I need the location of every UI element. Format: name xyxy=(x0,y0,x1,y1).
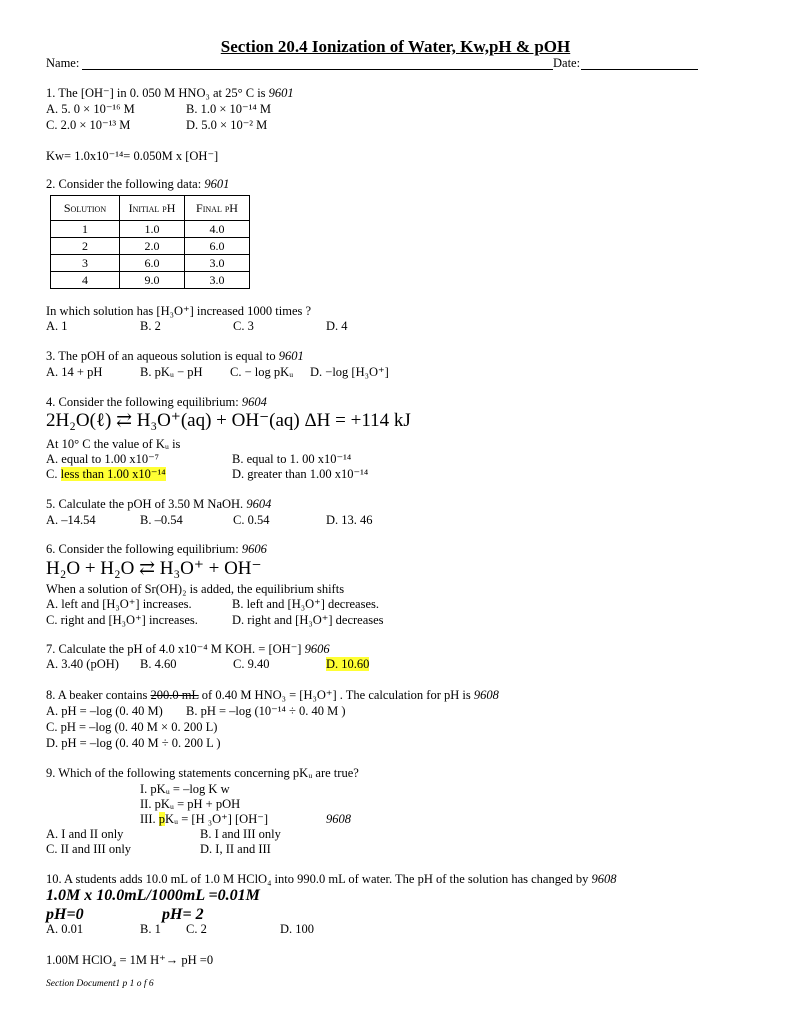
q7-stem-text: 7. Calculate the pH of 4.0 x10⁻⁴ M KOH. = [OH⁻] xyxy=(46,642,302,656)
q4-stem-text: 4. Consider the following equilibrium: xyxy=(46,395,239,409)
q1-stem xyxy=(46,86,294,101)
table-cell: 1.0 xyxy=(120,221,185,238)
q9-code: 9608 xyxy=(326,812,351,826)
q10-note: 1.00M HClO₄ = 1M H⁺→ pH =0 xyxy=(46,953,214,967)
q10-option-c: C. 2 xyxy=(186,922,207,936)
table-cell: 3.0 xyxy=(185,255,250,272)
q8-stem-strike: 200.0 mL xyxy=(150,688,199,702)
table-cell: 4 xyxy=(51,272,120,289)
table-header-cell: Solution xyxy=(51,196,120,221)
q5-stem xyxy=(46,497,271,512)
q6-equation: H₂O + H₂O ⇄ H₃O⁺ + OH⁻ xyxy=(46,558,262,579)
q6-option-b: B. left and [H₃O⁺] decreases. xyxy=(232,597,380,611)
q4-option-c-prefix: C. xyxy=(46,467,61,481)
q8-stem xyxy=(46,688,499,703)
table-row xyxy=(51,255,250,272)
q5-option-b: B. –0.54 xyxy=(140,513,183,527)
q2-option-a: A. 1 xyxy=(46,319,68,333)
q9-statement-3-highlight: p xyxy=(158,812,165,826)
q6-code: 9606 xyxy=(241,542,267,556)
q2-question: In which solution has [H₃O⁺] increased 1000 times ? xyxy=(46,304,312,318)
table-cell: 9.0 xyxy=(120,272,185,289)
q10-stem-text: 10. A students adds 10.0 mL of 1.0 M HClO₄ into 990.0 mL of water. The pH of the solution has changed by xyxy=(46,872,589,886)
data-table xyxy=(50,195,250,289)
q4-stem xyxy=(46,395,267,410)
page-title: Section 20.4 Ionization of Water, Kw,pH & pOH xyxy=(220,37,571,56)
q2-code: 9601 xyxy=(204,177,230,191)
table-cell: 2 xyxy=(51,238,120,255)
q9-option-d: D. I, II and III xyxy=(200,842,271,856)
q3-option-b: B. pKᵤ − pH xyxy=(140,365,203,379)
page-footer: Section Document1 p 1 o f 6 xyxy=(46,979,154,989)
q10-option-a: A. 0.01 xyxy=(46,922,84,936)
q4-option-b: B. equal to 1. 00 x10⁻¹⁴ xyxy=(232,452,352,466)
q6-option-c: C. right and [H₃O⁺] increases. xyxy=(46,613,198,627)
table-header-cell: Initial pH xyxy=(120,196,185,221)
q1-stem-text: 1. The [OH⁻] in 0. 050 M HNO₃ at 25° C is xyxy=(46,86,266,100)
table-row xyxy=(51,238,250,255)
table-cell: 2.0 xyxy=(120,238,185,255)
q7-stem xyxy=(46,642,330,657)
table-row xyxy=(51,272,250,289)
q6-option-a: A. left and [H₃O⁺] increases. xyxy=(46,597,192,611)
q8-option-d: D. pH = –log (0. 40 M ÷ 0. 200 L ) xyxy=(46,736,221,750)
name-label: Name: xyxy=(46,56,80,70)
q4-option-c xyxy=(46,467,166,482)
q7-option-d xyxy=(326,657,369,672)
q9-statement-1: I. pKᵤ = –log K w xyxy=(140,782,230,796)
q9-option-a: A. I and II only xyxy=(46,827,124,841)
q7-option-c: C. 9.40 xyxy=(233,657,270,671)
q10-work-2a: pH=0 xyxy=(46,906,84,923)
q3-option-d: D. −log [H₃O⁺] xyxy=(310,365,389,379)
q4-equation: 2H₂O(ℓ) ⇄ H₃O⁺(aq) + OH⁻(aq) ΔH = +114 kJ xyxy=(46,410,411,431)
q6-question: When a solution of Sr(OH)₂ is added, the equilibrium shifts xyxy=(46,582,345,596)
q2-stem xyxy=(46,177,229,192)
q10-option-d: D. 100 xyxy=(280,922,315,936)
q4-condition: At 10° C the value of Kᵤ is xyxy=(46,437,181,451)
table-cell: 6.0 xyxy=(185,238,250,255)
q6-stem-text: 6. Consider the following equilibrium: xyxy=(46,542,239,556)
q1-option-d: D. 5.0 × 10⁻² M xyxy=(186,118,268,132)
q10-stem xyxy=(46,872,617,887)
q10-work-2b: pH= 2 xyxy=(162,906,204,923)
q5-option-c: C. 0.54 xyxy=(233,513,270,527)
q3-option-a: A. 14 + pH xyxy=(46,365,103,379)
q5-code: 9604 xyxy=(246,497,272,511)
q9-option-c: C. II and III only xyxy=(46,842,132,856)
q1-option-c: C. 2.0 × 10⁻¹³ M xyxy=(46,118,131,132)
q7-option-a: A. 3.40 (pOH) xyxy=(46,657,119,671)
q9-statement-3 xyxy=(140,812,268,827)
table-cell: 4.0 xyxy=(185,221,250,238)
q5-option-d: D. 13. 46 xyxy=(326,513,373,527)
q5-stem-text: 5. Calculate the pOH of 3.50 M NaOH. xyxy=(46,497,244,511)
q4-option-c-highlight: less than 1.00 x10⁻¹⁴ xyxy=(60,467,166,481)
name-field-line xyxy=(82,69,553,70)
q9-statement-3-prefix: III. xyxy=(140,812,159,826)
q4-code: 9604 xyxy=(241,395,267,409)
q3-stem-text: 3. The pOH of an aqueous solution is equal to xyxy=(46,349,276,363)
table-row xyxy=(51,221,250,238)
q9-statement-2: II. pKᵤ = pH + pOH xyxy=(140,797,241,811)
table-cell: 3.0 xyxy=(185,272,250,289)
q6-option-d: D. right and [H₃O⁺] decreases xyxy=(232,613,384,627)
q1-option-a: A. 5. 0 × 10⁻¹⁶ M xyxy=(46,102,135,116)
table-header-row xyxy=(51,196,250,221)
q10-work-1: 1.0M x 10.0mL/1000mL =0.01M xyxy=(46,887,260,904)
q2-stem-text: 2. Consider the following data: xyxy=(46,177,202,191)
q4-option-a: A. equal to 1.00 x10⁻⁷ xyxy=(46,452,160,466)
q7-option-b: B. 4.60 xyxy=(140,657,177,671)
q2-option-b: B. 2 xyxy=(140,319,161,333)
q3-stem xyxy=(46,349,304,364)
q2-option-d: D. 4 xyxy=(326,319,348,333)
q4-option-d: D. greater than 1.00 x10⁻¹⁴ xyxy=(232,467,369,481)
q9-statement-3-suffix: Kᵤ = [H ₃O⁺] [OH⁻] xyxy=(165,812,268,826)
q9-option-b: B. I and III only xyxy=(200,827,281,841)
q8-stem-prefix: 8. A beaker contains xyxy=(46,688,151,702)
table-cell: 6.0 xyxy=(120,255,185,272)
q8-option-c: C. pH = –log (0. 40 M × 0. 200 L) xyxy=(46,720,218,734)
q8-option-a: A. pH = –log (0. 40 M) xyxy=(46,704,163,718)
q10-code: 9608 xyxy=(591,872,617,886)
q5-option-a: A. –14.54 xyxy=(46,513,96,527)
table-cell: 3 xyxy=(51,255,120,272)
q1-code: 9601 xyxy=(268,86,294,100)
q7-option-d-highlight: D. 10.60 xyxy=(326,657,370,671)
q9-stem: 9. Which of the following statements concerning pKᵤ are true? xyxy=(46,766,359,780)
q3-code: 9601 xyxy=(278,349,304,363)
date-label: Date: xyxy=(553,56,581,70)
q7-code: 9606 xyxy=(304,642,330,656)
date-field-line xyxy=(581,69,698,70)
q1-work: Kw= 1.0x10⁻¹⁴= 0.050M x [OH⁻] xyxy=(46,149,219,163)
q6-stem xyxy=(46,542,267,557)
q8-stem-suffix: of 0.40 M HNO₃ = [H₃O⁺] . The calculation for pH is xyxy=(198,688,471,702)
table-cell: 1 xyxy=(51,221,120,238)
q1-option-b: B. 1.0 × 10⁻¹⁴ M xyxy=(186,102,271,116)
q10-option-b: B. 1 xyxy=(140,922,161,936)
q2-option-c: C. 3 xyxy=(233,319,254,333)
table-header-cell: Final pH xyxy=(185,196,250,221)
q8-option-b: B. pH = –log (10⁻¹⁴ ÷ 0. 40 M ) xyxy=(186,704,346,718)
q8-code: 9608 xyxy=(473,688,499,702)
q3-option-c: C. − log pKᵤ xyxy=(230,365,294,379)
